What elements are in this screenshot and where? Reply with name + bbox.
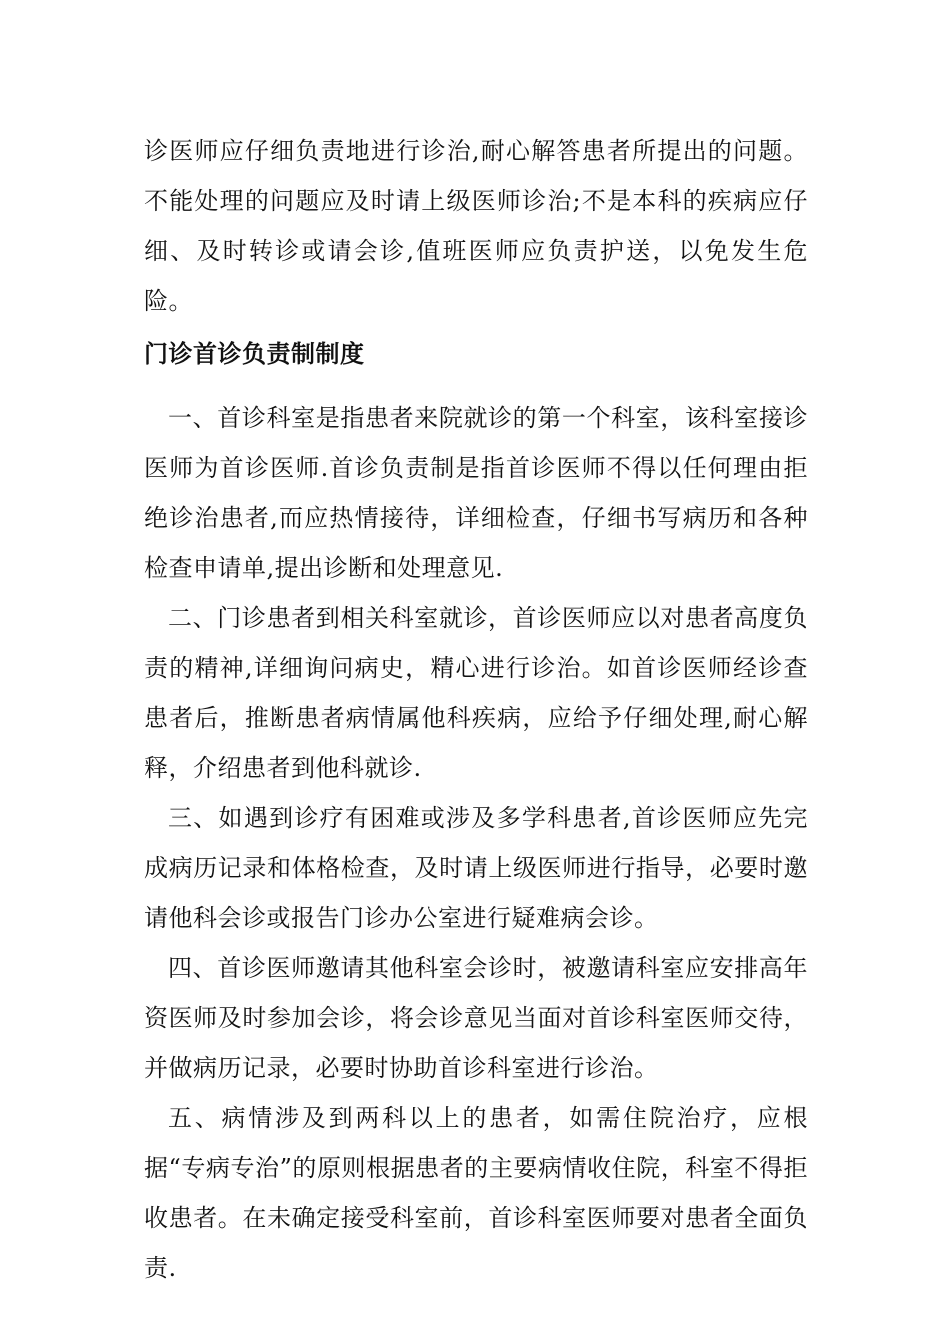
section-title: 门诊首诊负责制制度 (144, 339, 365, 368)
rule-item-1: 一、首诊科室是指患者来院就诊的第一个科室，该科室接诊医师为首诊医师.首诊负责制是指首诊医师不得以任何理由拒绝诊治患者,而应热情接待，详细检查，仔细书写病历和各种检查申请单,提出诊断和处理意见. (144, 404, 808, 582)
rule-item-5: 五、病情涉及到两科以上的患者，如需住院治疗，应根据“专病专治”的原则根据患者的主要病情收住院，科室不得拒收患者。在未确定接受科室前，首诊科室医师要对患者全面负责. (144, 1104, 808, 1282)
document-body (144, 126, 808, 1293)
rule-item-3: 三、如遇到诊疗有困难或涉及多学科患者,首诊医师应先完成病历记录和体格检查，及时请上级医师进行指导，必要时邀请他科会诊或报告门诊办公室进行疑难病会诊。 (144, 804, 808, 932)
intro-paragraph: 诊医师应仔细负责地进行诊治,耐心解答患者所提出的问题。不能处理的问题应及时请上级医师诊治;不是本科的疾病应仔细、及时转诊或请会诊,值班医师应负责护送，以免发生危险。 (144, 137, 808, 315)
rule-item-4: 四、首诊医师邀请其他科室会诊时，被邀请科室应安排高年资医师及时参加会诊，将会诊意见当面对首诊科室医师交待，并做病历记录，必要时协助首诊科室进行诊治。 (144, 954, 808, 1082)
rule-item-2: 二、门诊患者到相关科室就诊，首诊医师应以对患者高度负责的精神,详细询问病史，精心进行诊治。如首诊医师经诊查患者后，推断患者病情属他科疾病，应给予仔细处理,耐心解释，介绍患者到他科就诊. (144, 604, 808, 782)
